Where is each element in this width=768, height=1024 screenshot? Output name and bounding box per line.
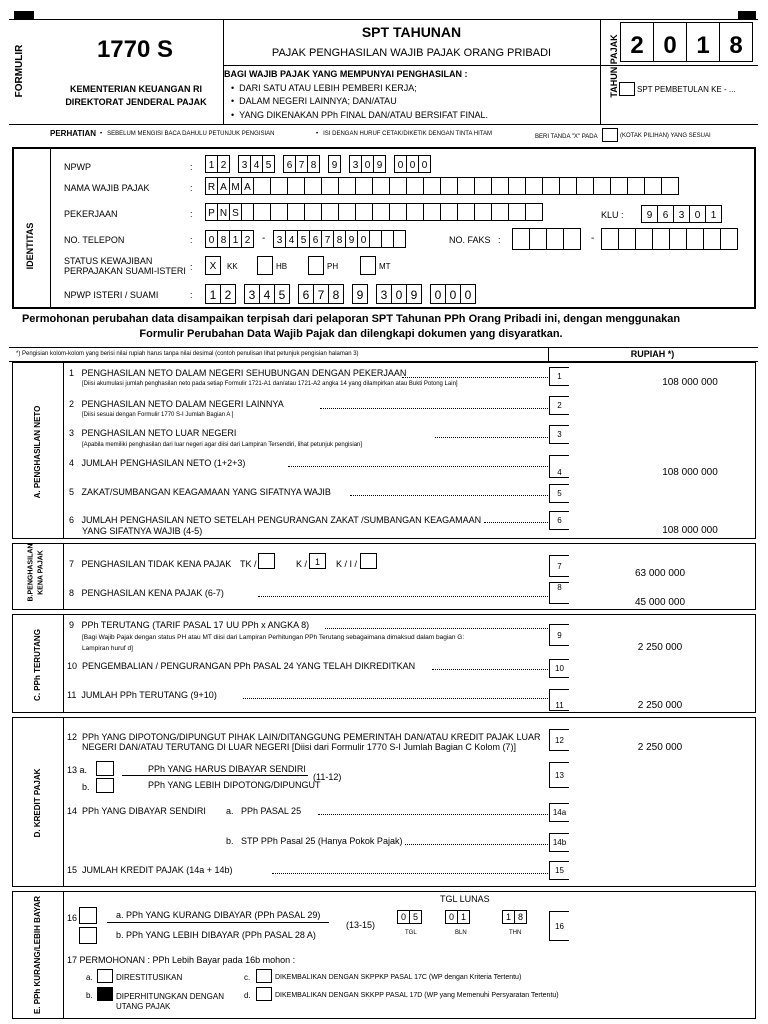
- npwp-isteri-digit[interactable]: 3: [244, 284, 260, 304]
- row-16a-label: a. PPh YANG KURANG DIBAYAR (PPh PASAL 29): [116, 910, 321, 920]
- npwp-isteri-digit[interactable]: 0: [391, 284, 407, 304]
- faks-area-cells[interactable]: [512, 228, 580, 250]
- npwp-digit[interactable]: 9: [328, 155, 341, 173]
- pembetulan-checkbox[interactable]: [619, 82, 635, 96]
- nama-char[interactable]: [508, 177, 526, 195]
- row-8-label: 8 PENGHASILAN KENA PAJAK (6-7): [69, 588, 224, 598]
- telepon-digit[interactable]: [393, 230, 406, 248]
- npwp-digit[interactable]: 4: [250, 155, 263, 173]
- thn-digit[interactable]: 1: [502, 910, 515, 924]
- row-16a-checkbox[interactable]: [79, 907, 97, 924]
- pekerjaan-char[interactable]: [491, 203, 509, 221]
- row-17a-prefix: a.: [86, 973, 93, 982]
- faks-digit[interactable]: [720, 228, 738, 250]
- year-digit[interactable]: 8: [719, 22, 753, 62]
- bln-digit[interactable]: 1: [457, 910, 470, 924]
- npwp-digit[interactable]: 0: [361, 155, 374, 173]
- pekerjaan-char[interactable]: [508, 203, 526, 221]
- row-14-label: 14 PPh YANG DIBAYAR SENDIRI: [67, 806, 206, 816]
- perhatian-label: PERHATIAN: [50, 129, 97, 138]
- nama-char[interactable]: [576, 177, 594, 195]
- pekerjaan-char[interactable]: [321, 203, 339, 221]
- section-a-label: A. PENGHASILAN NETO: [33, 405, 42, 499]
- row-16-number: 16: [67, 913, 78, 923]
- directorate-name: DIREKTORAT JENDERAL PAJAK: [65, 97, 207, 107]
- npwp-digit[interactable]: 0: [406, 155, 419, 173]
- row-9-label: 9 PPh TERUTANG (TARIF PASAL 17 UU PPh x ANGKA 8): [69, 620, 310, 630]
- colon: :: [190, 235, 193, 245]
- nama-label: NAMA WAJIB PAJAK: [64, 183, 150, 193]
- row-7-ki: K / I /: [336, 559, 358, 569]
- telepon-digit[interactable]: 7: [321, 230, 334, 248]
- thn-label: THN: [509, 930, 522, 936]
- colon: :: [498, 235, 501, 245]
- npwp-isteri-digit[interactable]: 0: [445, 284, 461, 304]
- npwp-isteri-digit[interactable]: 4: [259, 284, 275, 304]
- perhatian-note-1: • SEBELUM MENGISI BACA DAHULU PETUNJUK PENGISIAN: [100, 131, 275, 137]
- permohonan-notice-2: Formulir Perubahan Data Wajib Pajak dan dilengkapi dokumen yang disyaratkan.: [139, 328, 563, 340]
- row-14b-box: 14b: [549, 833, 569, 852]
- pekerjaan-char[interactable]: [253, 203, 271, 221]
- row-17-label: 17 PERMOHONAN : PPh Lebih Bayar pada 16b mohon :: [67, 955, 296, 965]
- nama-char[interactable]: [457, 177, 475, 195]
- npwp-digit[interactable]: 8: [307, 155, 320, 173]
- faks-dash: -: [591, 233, 595, 244]
- row-14a-box: 14a: [549, 803, 569, 822]
- telepon-digit[interactable]: 4: [285, 230, 298, 248]
- row-4-value[interactable]: 108 000 000: [662, 467, 718, 478]
- section-c-label: C. PPh TERUTANG: [33, 629, 42, 701]
- npwp-cells[interactable]: [205, 155, 430, 173]
- npwp-digit[interactable]: 0: [418, 155, 431, 173]
- row-6-value[interactable]: 108 000 000: [662, 525, 718, 536]
- colon: :: [190, 209, 193, 219]
- tgl-digit[interactable]: 0: [397, 910, 410, 924]
- row-17d-prefix: d.: [244, 991, 251, 1000]
- pekerjaan-char[interactable]: N: [217, 203, 230, 221]
- nama-char[interactable]: [372, 177, 390, 195]
- pekerjaan-char[interactable]: P: [205, 203, 218, 221]
- status-kk-label: KK: [227, 262, 238, 271]
- pekerjaan-label: PEKERJAAN: [64, 209, 118, 219]
- telepon-label: NO. TELEPON: [64, 235, 125, 245]
- nama-char[interactable]: [406, 177, 424, 195]
- row-6-box: 6: [549, 511, 569, 530]
- pekerjaan-char[interactable]: [355, 203, 373, 221]
- row-7-k: K /: [296, 559, 308, 569]
- tgl-cells[interactable]: [397, 910, 421, 924]
- telepon-digit[interactable]: 8: [333, 230, 346, 248]
- perhatian-note-4: (KOTAK PILIHAN) YANG SESUAI: [620, 133, 711, 139]
- klu-digit[interactable]: 3: [673, 205, 690, 223]
- row-13a-label: PPh YANG HARUS DIBAYAR SENDIRI: [148, 764, 306, 774]
- npwp-digit[interactable]: 7: [295, 155, 308, 173]
- nama-char[interactable]: [610, 177, 628, 195]
- ministry-name: KEMENTERIAN KEUANGAN RI: [69, 84, 202, 94]
- klu-digit[interactable]: 1: [705, 205, 722, 223]
- pekerjaan-char[interactable]: S: [229, 203, 242, 221]
- row-9-sub-2: Lampiran huruf d]: [82, 645, 133, 652]
- row-1-sub: [Diisi akumulasi jumlah penghasilan neto pada setiap Formulir 1721-A1 dan/atau 1721-A2 angka 14 yang dilampirkan atau Bukti Potong Lain]: [82, 381, 458, 387]
- row-4-box: 4: [549, 455, 569, 478]
- nama-char[interactable]: [304, 177, 322, 195]
- npwp-isteri-digit[interactable]: 0: [460, 284, 476, 304]
- npwp-digit[interactable]: 3: [238, 155, 251, 173]
- row-2-box: 2: [549, 396, 569, 415]
- telepon-digit[interactable]: 2: [241, 230, 254, 248]
- ki-input[interactable]: [360, 553, 377, 569]
- bln-digit[interactable]: 0: [445, 910, 458, 924]
- row-17c-prefix: c.: [244, 973, 251, 982]
- nama-char[interactable]: [559, 177, 577, 195]
- klu-digit[interactable]: 9: [641, 205, 658, 223]
- row-2-label: 2 PENGHASILAN NETO DALAM NEGERI LAINNYA: [69, 399, 284, 409]
- row-5-box: 5: [549, 484, 569, 503]
- year-digit[interactable]: 0: [653, 22, 687, 62]
- thn-digit[interactable]: 8: [514, 910, 527, 924]
- status-ph-checkbox[interactable]: [308, 256, 324, 275]
- row-16b-label: b. PPh YANG LEBIH DIBAYAR (PPh PASAL 28 A): [116, 930, 316, 940]
- row-12-box: 12: [549, 729, 569, 751]
- row-13-number: 13 a.: [67, 765, 88, 775]
- telepon-digit[interactable]: 5: [297, 230, 310, 248]
- klu-cells[interactable]: [641, 205, 721, 223]
- pekerjaan-char[interactable]: [525, 203, 543, 221]
- nama-char[interactable]: [389, 177, 407, 195]
- npwp-isteri-digit[interactable]: 6: [298, 284, 314, 304]
- npwp-digit[interactable]: 2: [217, 155, 230, 173]
- pekerjaan-char[interactable]: [423, 203, 441, 221]
- row-1-label: 1 PENGHASILAN NETO DALAM NEGERI SEHUBUNGAN DENGAN PEKERJAAN: [69, 368, 407, 378]
- form-number: 1770 S: [96, 36, 174, 63]
- row-10-box: 10: [549, 659, 569, 678]
- row-12-label-2: NEGERI DAN/ATAU TERUTANG DI LUAR NEGERI [Diisi dari Formulir 1770 S-I Jumlah Bagian C Kolom (7)]: [82, 742, 516, 752]
- nama-char[interactable]: [542, 177, 560, 195]
- nama-char[interactable]: [253, 177, 271, 195]
- row-13b-label: PPh YANG LEBIH DIPOTONG/DIPUNGUT: [148, 780, 321, 790]
- section-e-label: E. PPh KURANG/LEBIH BAYAR: [33, 895, 42, 1015]
- npwp-digit[interactable]: 5: [262, 155, 275, 173]
- status-label-2: PERPAJAKAN SUAMI-ISTERI: [64, 266, 186, 276]
- status-hb-label: HB: [276, 262, 288, 271]
- row-9-value[interactable]: 2 250 000: [637, 642, 683, 653]
- nama-char[interactable]: [423, 177, 441, 195]
- bullet-3: • YANG DIKENAKAN PPh FINAL DAN/ATAU BERSIFAT FINAL.: [231, 110, 489, 120]
- bln-label: BLN: [455, 930, 467, 936]
- status-kk-checkbox[interactable]: X: [205, 256, 221, 275]
- status-ph-label: PH: [327, 262, 339, 271]
- row-13b-prefix: b.: [82, 782, 90, 792]
- nama-char[interactable]: [440, 177, 458, 195]
- row-3-box: 3: [549, 425, 569, 444]
- row-16b-checkbox[interactable]: [79, 927, 97, 944]
- npwp-isteri-digit[interactable]: 2: [220, 284, 236, 304]
- row-8-box: 8: [549, 582, 569, 604]
- klu-digit[interactable]: 6: [657, 205, 674, 223]
- row-10-label: 10 PENGEMBALIAN / PENGURANGAN PPh PASAL 24 YANG TELAH DIKREDITKAN: [67, 661, 416, 671]
- pekerjaan-char[interactable]: [440, 203, 458, 221]
- row-9-box: 9: [549, 624, 569, 646]
- spt-subtitle: PAJAK PENGHASILAN WAJIB PAJAK ORANG PRIBADI: [271, 47, 552, 59]
- row-12-label: 12 PPh YANG DIPOTONG/DIPUNGUT PIHAK LAIN/DITANGGUNG PEMERINTAH DAN/ATAU KREDIT PAJAK LUAR: [67, 732, 541, 742]
- nama-char[interactable]: [627, 177, 645, 195]
- row-17b-checkbox[interactable]: [97, 987, 113, 1001]
- nama-char[interactable]: [321, 177, 339, 195]
- identitas-label: IDENTITAS: [25, 222, 35, 270]
- nama-char[interactable]: R: [205, 177, 218, 195]
- faks-digit[interactable]: [703, 228, 721, 250]
- row-5-label: 5 ZAKAT/SUMBANGAN KEAGAMAAN YANG SIFATNYA WAJIB: [69, 487, 331, 497]
- tk-input[interactable]: [258, 553, 275, 569]
- bullet-2: • DALAM NEGERI LAINNYA; DAN/ATAU: [231, 96, 397, 106]
- row-9-sub: [Bagi Wajib Pajak dengan status PH atau MT diisi dari Lampiran Perhitungan PPh Terutang sebagaimana dimaksud dalam bagian G:: [82, 634, 465, 641]
- row-3-label: 3 PENGHASILAN NETO LUAR NEGERI: [69, 428, 237, 438]
- row-17c-label: DIKEMBALIKAN DENGAN SKPPKP PASAL 17C (WP dengan Kriteria Tertentu): [275, 974, 522, 981]
- pekerjaan-char[interactable]: [338, 203, 356, 221]
- colon: :: [190, 262, 193, 272]
- faks-digit[interactable]: [635, 228, 653, 250]
- row-7-box: 7: [549, 555, 569, 577]
- faks-digit[interactable]: [512, 228, 530, 250]
- npwp-isteri-digit[interactable]: 1: [205, 284, 221, 304]
- nama-char[interactable]: [338, 177, 356, 195]
- spt-title: SPT TAHUNAN: [361, 24, 462, 40]
- table-note: *) Pengisian kolom-kolom yang berisi nilai rupiah harus tanpa nilai desimal (contoh penulisan lihat petunjuk pengisian halaman 3): [16, 351, 359, 357]
- telepon-dash: -: [262, 233, 266, 244]
- row-4-label: 4 JUMLAH PENGHASILAN NETO (1+2+3): [69, 458, 246, 468]
- pekerjaan-char[interactable]: [457, 203, 475, 221]
- colon: :: [190, 290, 193, 300]
- tahun-pajak-label: TAHUN PAJAK: [609, 34, 619, 98]
- row-17a-label: DIRESTITUSIKAN: [116, 973, 183, 982]
- npwp-digit[interactable]: 3: [349, 155, 362, 173]
- nama-char[interactable]: [593, 177, 611, 195]
- row-14a-label: a. PPh PASAL 25: [226, 806, 302, 816]
- status-mt-label: MT: [379, 262, 391, 271]
- row-17b-prefix: b.: [86, 991, 93, 1000]
- row-7-value[interactable]: 63 000 000: [634, 568, 686, 579]
- nama-char[interactable]: [644, 177, 662, 195]
- row-8-value[interactable]: 45 000 000: [634, 597, 686, 608]
- npwp-digit[interactable]: 1: [205, 155, 218, 173]
- npwp-isteri-cells[interactable]: [205, 284, 475, 304]
- row-7-label: 7 PENGHASILAN TIDAK KENA PAJAK: [69, 559, 232, 569]
- npwp-isteri-digit[interactable]: 9: [352, 284, 368, 304]
- nama-char[interactable]: [270, 177, 288, 195]
- nama-char[interactable]: [355, 177, 373, 195]
- telepon-number-cells[interactable]: [273, 230, 405, 248]
- nama-char[interactable]: [661, 177, 679, 195]
- npwp-digit[interactable]: 0: [394, 155, 407, 173]
- faks-digit[interactable]: [686, 228, 704, 250]
- row-7-tk: TK /: [240, 559, 257, 569]
- row-14b-label: b. STP PPh Pasal 25 (Hanya Pokok Pajak): [226, 836, 403, 846]
- telepon-digit[interactable]: 9: [345, 230, 358, 248]
- pekerjaan-char[interactable]: [287, 203, 305, 221]
- status-label-1: STATUS KEWAJIBAN: [64, 256, 153, 266]
- row-13-formula: (11-12): [313, 772, 342, 782]
- status-hb-checkbox[interactable]: [257, 256, 273, 275]
- corner-marker-right: [738, 11, 756, 19]
- npwp-isteri-digit[interactable]: 3: [376, 284, 392, 304]
- pekerjaan-char[interactable]: [270, 203, 288, 221]
- row-16-formula: (13-15): [346, 920, 376, 930]
- section-d-label: D. KREDIT PAJAK: [33, 768, 42, 838]
- faks-digit[interactable]: [546, 228, 564, 250]
- npwp-isteri-digit[interactable]: 9: [406, 284, 422, 304]
- telepon-area-cells[interactable]: [205, 230, 253, 248]
- formulir-label: FORMULIR: [14, 44, 25, 98]
- row-2-sub: [Diisi sesuai dengan Formulir 1770 S-I Jumlah Bagian A ]: [82, 412, 234, 418]
- bln-cells[interactable]: [445, 910, 469, 924]
- pekerjaan-char[interactable]: [372, 203, 390, 221]
- row-17b-label-2: UTANG PAJAK: [116, 1002, 171, 1011]
- perhatian-note-3: BERI TANDA "X" PADA: [535, 134, 598, 140]
- for-title: BAGI WAJIB PAJAK YANG MEMPUNYAI PENGHASILAN :: [224, 69, 468, 79]
- thn-cells[interactable]: [502, 910, 526, 924]
- colon: :: [190, 183, 193, 193]
- row-13-box: 13: [549, 762, 569, 788]
- year-cells: [620, 22, 752, 62]
- status-mt-checkbox[interactable]: [360, 256, 376, 275]
- faks-label: NO. FAKS: [449, 235, 491, 245]
- nama-cells[interactable]: [205, 177, 678, 195]
- telepon-digit[interactable]: 6: [309, 230, 322, 248]
- rupiah-header: RUPIAH *): [630, 349, 675, 359]
- pekerjaan-char[interactable]: [474, 203, 492, 221]
- nama-char[interactable]: [474, 177, 492, 195]
- row-3-sub: [Apabila memiliki penghasilan dari luar negeri agar diisi dari Lampiran Tersendiri, lihat petunjuk pengisian]: [82, 442, 363, 448]
- klu-digit[interactable]: 0: [689, 205, 706, 223]
- row-6-label: 6 JUMLAH PENGHASILAN NETO SETELAH PENGURANGAN ZAKAT /SUMBANGAN KEAGAMAAN: [69, 515, 482, 525]
- nama-char[interactable]: [287, 177, 305, 195]
- pekerjaan-cells[interactable]: [205, 203, 542, 221]
- example-checkbox: [602, 128, 618, 142]
- row-1-box: 1: [549, 367, 569, 386]
- telepon-digit[interactable]: 3: [273, 230, 286, 248]
- row-17d-checkbox[interactable]: [256, 987, 272, 1001]
- pembetulan-label: SPT PEMBETULAN KE - ...: [637, 85, 736, 94]
- pekerjaan-char[interactable]: [406, 203, 424, 221]
- section-b-label-2: KENA PAJAK: [37, 550, 45, 595]
- year-digit[interactable]: 2: [620, 22, 654, 62]
- row-11-value[interactable]: 2 250 000: [637, 700, 683, 711]
- row-17b-label: DIPERHITUNGKAN DENGAN: [116, 992, 225, 1001]
- perhatian-note-2: • ISI DENGAN HURUF CETAK/DIKETIK DENGAN TINTA HITAM: [316, 131, 493, 137]
- telepon-digit[interactable]: 0: [205, 230, 218, 248]
- telepon-digit[interactable]: 0: [357, 230, 370, 248]
- nama-char[interactable]: [491, 177, 509, 195]
- year-digit[interactable]: 1: [686, 22, 720, 62]
- row-13b-checkbox[interactable]: [96, 778, 114, 793]
- klu-label: KLU :: [601, 210, 624, 220]
- k-input[interactable]: 1: [309, 553, 326, 569]
- tgl-label: TGL: [405, 930, 417, 936]
- faks-digit[interactable]: [601, 228, 619, 250]
- row-11-label: 11 JUMLAH PPh TERUTANG (9+10): [67, 690, 217, 700]
- npwp-isteri-digit[interactable]: 0: [430, 284, 446, 304]
- npwp-digit[interactable]: 9: [373, 155, 386, 173]
- faks-number-cells[interactable]: [601, 228, 737, 250]
- row-13a-checkbox[interactable]: [96, 761, 114, 776]
- corner-marker-left: [14, 11, 34, 19]
- npwp-digit[interactable]: 6: [283, 155, 296, 173]
- colon: :: [190, 162, 193, 172]
- row-15-label: 15 JUMLAH KREDIT PAJAK (14a + 14b): [67, 865, 233, 875]
- row-1-value[interactable]: 108 000 000: [662, 377, 718, 388]
- row-16-box: 16: [549, 911, 569, 941]
- npwp-isteri-digit[interactable]: 5: [274, 284, 290, 304]
- row-15-box: 15: [549, 861, 569, 880]
- nama-char[interactable]: [525, 177, 543, 195]
- bullet-1: • DARI SATU ATAU LEBIH PEMBERI KERJA;: [231, 83, 417, 93]
- faks-digit[interactable]: [563, 228, 581, 250]
- telepon-digit[interactable]: 1: [229, 230, 242, 248]
- row-11-box: 11: [549, 689, 569, 711]
- pekerjaan-char[interactable]: [389, 203, 407, 221]
- nama-char[interactable]: M: [229, 177, 242, 195]
- telepon-digit[interactable]: 8: [217, 230, 230, 248]
- section-b-label-1: B.PENGHASILAN: [27, 543, 35, 602]
- faks-digit[interactable]: [652, 228, 670, 250]
- row-17c-checkbox[interactable]: [256, 969, 272, 983]
- section-a-box: [12, 362, 756, 539]
- npwp-label: NPWP: [64, 162, 91, 172]
- faks-digit[interactable]: [529, 228, 547, 250]
- nama-char[interactable]: A: [241, 177, 254, 195]
- npwp-isteri-label: NPWP ISTERI / SUAMI: [64, 290, 159, 300]
- permohonan-notice-1: Permohonan perubahan data disampaikan terpisah dari pelaporan SPT Tahunan PPh Orang Pribadi ini, dengan menggunakan: [21, 313, 681, 325]
- row-6-label-2: YANG SIFATNYA WAJIB (4-5): [82, 526, 203, 536]
- faks-digit[interactable]: [618, 228, 636, 250]
- row-12-value[interactable]: 2 250 000: [637, 742, 683, 753]
- row-17d-label: DIKEMBALIKAN DENGAN SKKPP PASAL 17D (WP yang Memenuhi Persyaratan Tertentu): [275, 992, 559, 999]
- nama-char[interactable]: A: [217, 177, 230, 195]
- tgl-digit[interactable]: 5: [409, 910, 422, 924]
- row-17a-checkbox[interactable]: [97, 969, 113, 983]
- tgl-lunas-label: TGL LUNAS: [440, 894, 490, 904]
- npwp-isteri-digit[interactable]: 8: [328, 284, 344, 304]
- pekerjaan-char[interactable]: [304, 203, 322, 221]
- npwp-isteri-digit[interactable]: 7: [313, 284, 329, 304]
- faks-digit[interactable]: [669, 228, 687, 250]
